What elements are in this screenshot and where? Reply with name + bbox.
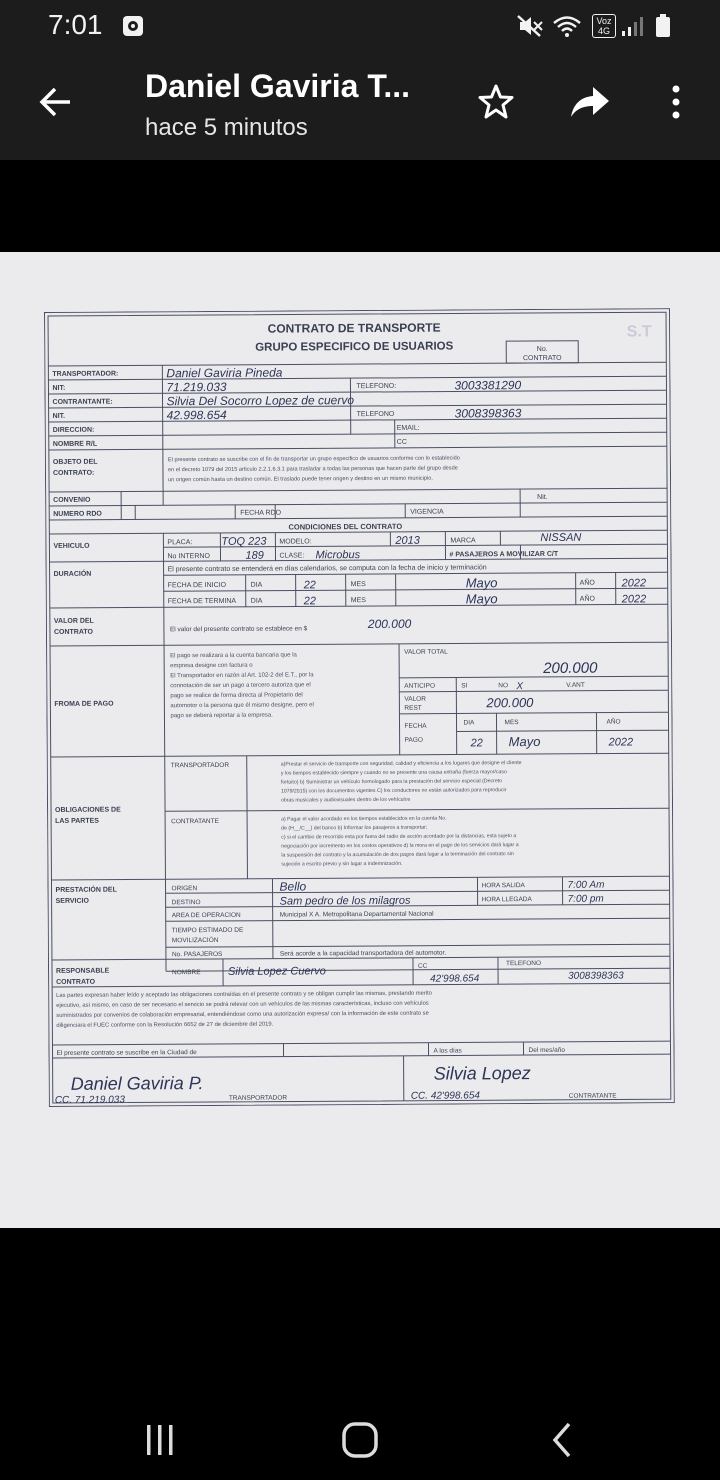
valor-rest-label-2: REST: [404, 704, 422, 712]
clausula-1: Las partes expresan haber leído y aceptado las obligaciones contraídas en el presente contrato y se obligan cumplir las mismas, prestando merito: [56, 990, 432, 999]
valor-total-label: VALOR TOTAL: [404, 648, 448, 656]
obl-c-2: de (H__/C__) del banco b) Informar los pasajeros a transportar;: [281, 824, 428, 832]
chat-title: Daniel Gaviria T...: [145, 68, 410, 104]
forma-pago-label: FROMA DE PAGO: [54, 700, 114, 708]
cc-transportador: CC. 71.219.033: [54, 1094, 125, 1106]
timestamp: hace 5 minutos: [145, 114, 308, 141]
obl-transportador-label: TRANSPORTADOR: [170, 761, 230, 770]
nit2-label: NIT.: [52, 412, 66, 420]
obl-c-4: negociación por incremento en los costos operativos d) la mora en el pago de los servicios dará lugar a: [281, 842, 519, 850]
area-label: AREA DE OPERACION: [171, 911, 241, 920]
nit-label: NIT:: [52, 384, 66, 392]
no-mark: X: [516, 681, 524, 693]
obl-t-3: fortuito) b) Suministrar un vehículo homologado para la prestación del servicio especial (Decreto: [280, 778, 503, 786]
mes-label-1: MES: [350, 581, 366, 589]
valor-total-value: 200.000: [543, 659, 598, 677]
nit-value: 71.219.033: [166, 379, 227, 395]
chevron-left-icon: [547, 1420, 577, 1460]
fecha-inicio-label: FECHA DE INICIO: [167, 581, 227, 590]
no-pasajeros-label: No. PASAJEROS: [171, 950, 223, 959]
transportador-sign-label: TRANSPORTADOR: [228, 1094, 288, 1102]
nombre-label: NOMBRE: [172, 969, 201, 977]
a-los-dias-label: A los días: [433, 1047, 462, 1055]
share-button[interactable]: [560, 72, 620, 132]
tiempo-label-1: TIEMPO ESTIMADO DE: [171, 926, 244, 935]
clausula-2: ejecutivo, así mismo, en caso de ser necesario el servicio se podrá relevar con un vehículos de las mismas características, incluso con vehículos: [56, 1000, 429, 1009]
vant-label: V.ANT: [566, 681, 585, 689]
fecha-termina-label: FECHA DE TERMINA: [167, 597, 237, 606]
mute-icon: [516, 14, 544, 38]
obl-t-2: y los tiempos establecido siempre y cuando no se presente una causa extraña (fuerza mayor/caso: [280, 769, 507, 777]
obligaciones-label-2: LAS PARTES: [55, 817, 99, 825]
hora-salida-value: 7:00 Am: [567, 879, 605, 891]
clausula-4: diligenciara el FUEC conforme con la Resolución 6652 de 27 de diciembre del 2019.: [56, 1021, 274, 1029]
obl-t-4: 1079/2015) con los documentos vigentes C) los conductores no están autorizados para reproducir: [280, 787, 507, 795]
tiempo-label-2: MOVILIZACIÓN: [171, 936, 219, 945]
status-bar: [0, 0, 720, 52]
del-mes-ano-label: Del mes/año: [528, 1046, 566, 1055]
contratante-value: Silvia Del Socorro Lopez de cuervo: [166, 393, 355, 409]
no-pasajeros-text: Será acorde a la capacidad transportadora del automotor.: [279, 949, 447, 958]
fecha-pago-label-2: PAGO: [404, 736, 423, 744]
form-subtitle: GRUPO ESPECIFICO DE USUARIOS: [255, 340, 454, 354]
objeto-label-2: CONTRATO:: [52, 469, 95, 477]
cc-label: CC: [396, 438, 407, 446]
area-text: Municipal X A. Metropolitana Departamental Nacional: [279, 910, 434, 919]
pago-text-6: automotor o la persona que él mismo designe, pero el: [170, 702, 314, 710]
arrow-back-icon: [38, 84, 74, 120]
screen-record-icon: [122, 14, 144, 38]
direccion-label: DIRECCION:: [52, 426, 95, 434]
interno-label: No INTERNO: [167, 552, 210, 561]
pago-text-5: pago se realice de forma directa al Propietario del: [170, 692, 303, 700]
cc2-label: CC: [417, 962, 428, 970]
more-vertical-icon: [670, 84, 682, 120]
pago-text-7: pago se deberá reportar a la empresa.: [170, 712, 273, 720]
nit3-label: Nit.: [537, 493, 548, 501]
firma-transportador: Daniel Gaviria P.: [70, 1073, 204, 1094]
pago-dia-label: DIA: [463, 719, 475, 727]
fin-mes-value: Mayo: [465, 591, 498, 607]
interno-value: 189: [245, 549, 264, 562]
condiciones-title: CONDICIONES DEL CONTRATO: [288, 521, 403, 532]
volte-badge-bottom: 4G: [597, 26, 610, 36]
star-icon: [477, 83, 515, 121]
recent-apps-icon: [142, 1422, 178, 1458]
duracion-label: DURACIÓN: [53, 570, 92, 578]
pago-text-2: empresa designe con factura o: [170, 662, 253, 670]
pago-dia-value: 22: [470, 737, 483, 750]
origen-value: Bello: [279, 879, 307, 894]
hora-llegada-label: HORA LLEGADA: [481, 896, 532, 904]
valor-label-1: VALOR DEL: [53, 617, 94, 625]
obl-c-6: sujeción a escrito previo y sin lugar a indemnización.: [281, 860, 403, 868]
contratante-label: CONTRANTANTE:: [52, 398, 113, 406]
status-time: 7:01: [48, 9, 103, 40]
nombre-rl-label: NOMBRE R/L: [52, 440, 98, 448]
volte-badge-top: Voz: [596, 16, 612, 26]
si-label: SI: [461, 682, 468, 690]
valor-value: 200.000: [367, 616, 412, 632]
mes-label-2: MES: [350, 597, 366, 605]
form-title: CONTRATO DE TRANSPORTE: [267, 320, 441, 336]
obl-contratante-label: CONTRATANTE: [171, 817, 219, 826]
ano-label-1: AÑO: [579, 579, 595, 587]
pago-ano-label: AÑO: [606, 718, 621, 726]
email-label: EMAIL:: [396, 424, 420, 432]
responsable-label-1: RESPONSABLE: [56, 967, 110, 975]
forward-icon: [569, 83, 611, 121]
nit2-value: 42.998.654: [166, 407, 227, 423]
firma-contratante: Silvia Lopez: [433, 1063, 531, 1084]
numero-rdo-label: NUMERO RDO: [53, 510, 102, 518]
hora-salida-label: HORA SALIDA: [481, 882, 525, 890]
contratante-sign-label: CONTRATANTE: [568, 1092, 617, 1100]
pago-mes-value: Mayo: [508, 733, 541, 750]
transportador-label: TRANSPORTADOR:: [52, 370, 119, 378]
home-button[interactable]: [320, 1410, 400, 1470]
inicio-ano-value: 2022: [621, 577, 647, 590]
inicio-mes-value: Mayo: [465, 575, 498, 591]
pago-text-3: El Transportador en razón al Art. 102-2 del E.T., por la: [170, 672, 314, 680]
back-button[interactable]: [26, 72, 86, 132]
no-label: NO: [498, 682, 509, 690]
more-options-button[interactable]: [646, 72, 706, 132]
document-photo[interactable]: [0, 252, 720, 1228]
battery-icon: [654, 14, 672, 38]
destino-label: DESTINO: [171, 899, 201, 907]
vigencia-label: VIGENCIA: [410, 508, 444, 516]
clase-label: CLASE:: [279, 552, 305, 560]
origen-label: ORIGEN: [171, 885, 198, 893]
back-nav-button[interactable]: [522, 1410, 602, 1470]
valor-text: El valor del presente contrato se establece en $: [169, 625, 308, 634]
duracion-text: El presente contrato se entenderá en días calendarios, se computa con la fecha de inicio y terminación: [167, 564, 487, 574]
app-bar: [0, 52, 720, 160]
obl-t-1: a)Prestar el servicio de transporte con seguridad, calidad y eficiencia a los lugares que designe el cliente: [280, 760, 522, 768]
hora-llegada-value: 7:00 pm: [567, 893, 604, 905]
pago-ano-value: 2022: [608, 736, 634, 749]
placa-label: PLACA:: [167, 539, 193, 547]
home-icon: [340, 1420, 380, 1460]
obl-c-1: a) Pagar el valor acordado en los tiempos establecidos en la cuenta No.: [281, 815, 447, 823]
dia-label-2: DIA: [250, 597, 263, 605]
placa-value: TOQ 223: [221, 535, 267, 548]
dia-label-1: DIA: [250, 581, 263, 589]
marca-value: NISSAN: [540, 531, 582, 544]
telefono3-label: TELEFONO: [505, 959, 542, 968]
star-button[interactable]: [466, 72, 526, 132]
fin-dia-value: 22: [303, 595, 317, 608]
telefono2-value: 3008398363: [454, 406, 522, 421]
fecha-pago-label-1: FECHA: [404, 722, 427, 730]
contract-form: [44, 308, 675, 1107]
objeto-text-2: en el decreto 1079 del 2015 articulo 2.2.1.6.3.1 para trasladar a todas las personas que hacen parte del grupo desde: [167, 465, 458, 474]
responsable-label-2: CONTRATO: [56, 978, 96, 986]
responsable-tel-value: 3008398363: [568, 970, 624, 982]
fecha-rdo-label: FECHA RDO: [240, 509, 282, 517]
prestacion-label-1: PRESTACIÓN DEL: [55, 886, 117, 894]
pago-text-1: El pago se realizara a la cuenta bancaria que la: [170, 652, 297, 660]
objeto-label-1: OBJETO DEL: [52, 458, 98, 466]
company-logo: S.T: [626, 323, 652, 341]
valor-rest-label-1: VALOR: [404, 695, 426, 703]
pago-mes-label: MES: [504, 719, 519, 727]
destino-value: Sam pedro de los milagros: [279, 894, 411, 908]
vehiculo-label: VEHICULO: [53, 542, 90, 550]
recent-apps-button[interactable]: [120, 1410, 200, 1470]
cc-contratante: CC. 42'998.654: [410, 1090, 481, 1102]
no-contrato-label-1: No.: [536, 345, 548, 353]
prestacion-label-2: SERVICIO: [55, 897, 89, 905]
telefono-value: 3003381290: [454, 378, 522, 393]
objeto-text-1: El presente contrato se suscribe con el fin de transportar un grupo especifico de usuarios conforme con lo establecido: [167, 455, 460, 464]
modelo-value: 2013: [395, 534, 420, 547]
anticipo-label: ANTICIPO: [404, 682, 436, 690]
ano-label-2: AÑO: [579, 595, 595, 603]
telefono2-label: TELEFONO: [356, 410, 395, 419]
responsable-nombre-value: Silvia Lopez Cuervo: [227, 965, 326, 978]
marca-label: MARCA: [450, 537, 476, 545]
valor-rest-value: 200.000: [486, 695, 534, 711]
clausula-3: suministrados por convenios de colaboración empresarial, entendiéndose como una autorización expresa/ con la información de este contrato se: [56, 1010, 429, 1019]
signal-icon: [620, 14, 646, 38]
no-contrato-label-2: CONTRATO: [522, 354, 562, 363]
fin-ano-value: 2022: [621, 593, 647, 606]
contract-form-svg: [44, 308, 675, 1107]
obl-c-5: la suspensión del contrato y la acumulación de dos pagos dará lugar a la terminación del contrato sin: [281, 851, 514, 859]
objeto-text-3: un origen común hasta un destino común. El traslado puede tener origen y destino en un mismo municipio.: [168, 475, 433, 484]
convenio-label: CONVENIO: [53, 496, 91, 504]
transportador-value: Daniel Gaviria Pineda: [166, 365, 283, 381]
obl-c-3: c) si el cambio de recorrido esta por fuera del radio de acción acordado por la distancias, esta sujeto a: [281, 833, 517, 841]
suscribe-text: El presente contrato se suscribe en la Ciudad de: [56, 1049, 197, 1057]
obligaciones-label-1: OBLIGACIONES DE: [55, 806, 121, 814]
pago-text-4: connotación de ser un pago a tercero autoriza que el: [170, 682, 311, 690]
pasajeros-label: # PASAJEROS A MOVILIZAR C/T: [449, 550, 559, 559]
modelo-label: MODELO:: [279, 538, 312, 546]
navigation-bar: [0, 1400, 720, 1480]
telefono-label: TELEFONO:: [356, 382, 397, 391]
inicio-dia-value: 22: [303, 579, 316, 592]
obl-t-5: obras musicales y audiovisuales dentro de los vehículos: [280, 796, 411, 804]
clase-value: Microbus: [315, 549, 361, 562]
volte-badge: [592, 14, 616, 38]
valor-label-2: CONTRATO: [53, 628, 94, 636]
responsable-cc-value: 42'998.654: [430, 973, 480, 985]
wifi-icon: [552, 14, 582, 38]
